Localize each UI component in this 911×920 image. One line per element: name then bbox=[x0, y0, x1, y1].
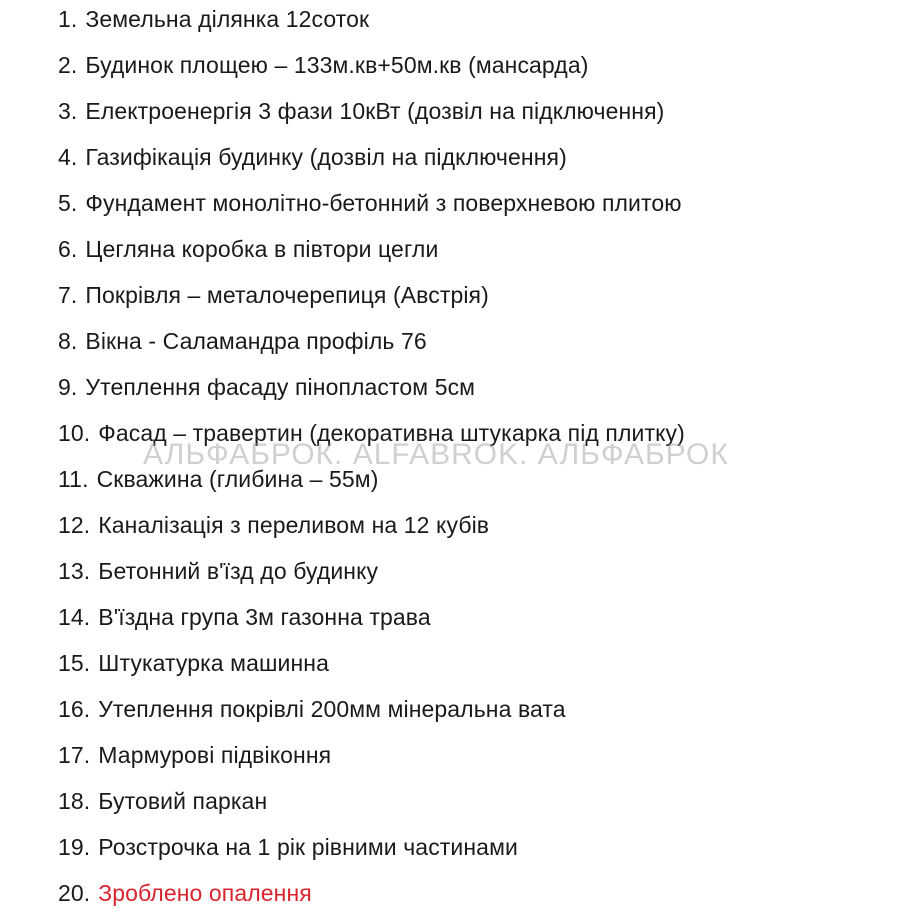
item-number: 10. bbox=[58, 420, 91, 446]
list-item bbox=[58, 644, 685, 690]
watermark-text: АЛЬФАБРОК. ALFABROK. АЛЬФАБРОК bbox=[143, 438, 729, 471]
item-text: Бутовий паркан bbox=[98, 788, 268, 814]
list-item bbox=[58, 276, 685, 322]
item-number: 7. bbox=[58, 282, 78, 308]
item-text: Розстрочка на 1 рік рівними частинами bbox=[98, 834, 518, 860]
list-item bbox=[58, 782, 685, 828]
list-item bbox=[58, 138, 685, 184]
item-text: Бетонний в'їзд до будинку bbox=[98, 558, 379, 584]
list-item bbox=[58, 184, 685, 230]
list-item bbox=[58, 552, 685, 598]
item-number: 13. bbox=[58, 558, 91, 584]
item-number: 9. bbox=[58, 374, 78, 400]
item-text: В'їздна група 3м газонна трава bbox=[98, 604, 431, 630]
list-item bbox=[58, 598, 685, 644]
item-number: 17. bbox=[58, 742, 91, 768]
item-number: 2. bbox=[58, 52, 78, 78]
item-text: Штукатурка машинна bbox=[98, 650, 329, 676]
item-text: Фундамент монолітно-бетонний з поверхневою плитою bbox=[85, 190, 682, 216]
item-number: 11. bbox=[58, 466, 89, 492]
item-text-highlighted: Зроблено опалення bbox=[98, 880, 312, 906]
item-number: 16. bbox=[58, 696, 91, 722]
item-text: Покрівля – металочерепиця (Австрія) bbox=[85, 282, 489, 308]
item-text: Вікна - Саламандра профіль 76 bbox=[85, 328, 427, 354]
item-text: Будинок площею – 133м.кв+50м.кв (мансарда) bbox=[85, 52, 589, 78]
list-item bbox=[58, 460, 685, 506]
list-item bbox=[58, 828, 685, 874]
item-text: Газифікація будинку (дозвіл на підключення) bbox=[85, 144, 567, 170]
list-item bbox=[58, 690, 685, 736]
list-item bbox=[58, 506, 685, 552]
item-text: Каналізація з переливом на 12 кубів bbox=[98, 512, 490, 538]
item-number: 18. bbox=[58, 788, 91, 814]
item-number: 5. bbox=[58, 190, 78, 216]
item-text: Фасад – травертин (декоративна штукарка під плитку) bbox=[98, 420, 685, 446]
list-item bbox=[58, 322, 685, 368]
list-item bbox=[58, 92, 685, 138]
item-text: Скважина (глибина – 55м) bbox=[96, 466, 379, 492]
item-number: 4. bbox=[58, 144, 78, 170]
list-item-highlighted bbox=[58, 874, 685, 920]
list-item bbox=[58, 230, 685, 276]
item-number: 6. bbox=[58, 236, 78, 262]
item-text: Мармурові підвіконня bbox=[98, 742, 332, 768]
item-text: Електроенергія 3 фази 10кВт (дозвіл на підключення) bbox=[85, 98, 665, 124]
item-number: 1. bbox=[58, 6, 78, 32]
list-item bbox=[58, 368, 685, 414]
item-number: 14. bbox=[58, 604, 91, 630]
item-number: 20. bbox=[58, 880, 91, 906]
list-item bbox=[58, 0, 685, 46]
list-item bbox=[58, 414, 685, 460]
item-text: Утеплення покрівлі 200мм мінеральна вата bbox=[98, 696, 566, 722]
item-text: Утеплення фасаду пінопластом 5см bbox=[85, 374, 476, 400]
item-number: 3. bbox=[58, 98, 78, 124]
item-number: 12. bbox=[58, 512, 91, 538]
list-item bbox=[58, 736, 685, 782]
list-item bbox=[58, 46, 685, 92]
feature-list bbox=[58, 0, 685, 920]
item-number: 19. bbox=[58, 834, 91, 860]
item-text: Цегляна коробка в півтори цегли bbox=[85, 236, 439, 262]
item-number: 8. bbox=[58, 328, 78, 354]
item-text: Земельна ділянка 12соток bbox=[85, 6, 370, 32]
item-number: 15. bbox=[58, 650, 91, 676]
